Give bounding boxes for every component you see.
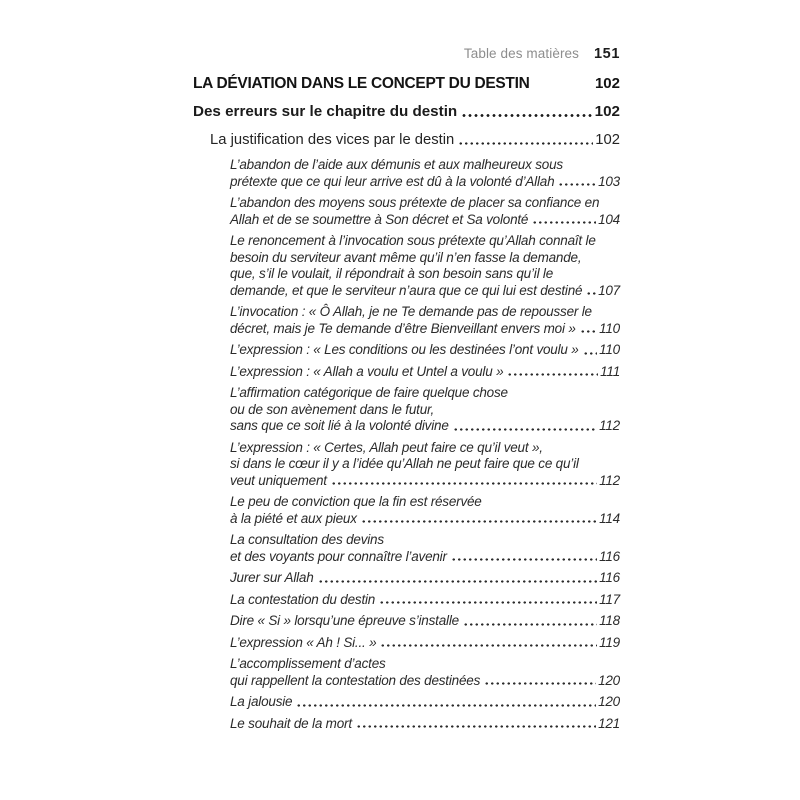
toc-page-number: 116 xyxy=(599,548,620,564)
toc-entry xyxy=(230,304,620,337)
running-header-title: Table des matières xyxy=(463,46,579,61)
toc-entry-line: besoin du serviteur avant même qu’il n’en fasse la demande, xyxy=(230,249,582,265)
toc-entry-text: demande, et que le serviteur n’aura que ce qui lui est destiné xyxy=(230,282,583,298)
dot-leader xyxy=(296,694,596,711)
toc-entry-line: La consultation des devins xyxy=(230,532,384,547)
toc-entry-text: La justification des vices par le destin xyxy=(210,132,455,148)
toc-entry xyxy=(230,233,620,299)
chapter-title: LA DÉVIATION DANS LE CONCEPT DU DESTIN xyxy=(193,75,530,92)
toc-entry-text: prétexte que ce qui leur arrive est dû à la volonté d’Allah xyxy=(230,173,555,189)
toc-entry-text: Le souhait de la mort xyxy=(230,715,352,731)
toc-page-number: 103 xyxy=(598,173,620,189)
toc-entry xyxy=(210,131,620,149)
toc-entry-last-line xyxy=(230,570,620,587)
toc-entry-last-line xyxy=(230,511,620,528)
running-header xyxy=(193,46,620,62)
dot-leader xyxy=(586,283,596,300)
dot-leader xyxy=(484,673,596,690)
dot-leader xyxy=(507,364,598,381)
toc-page-number: 116 xyxy=(599,570,620,585)
toc-entry-last-line xyxy=(230,592,620,609)
toc-entry-line: L’accomplissement d’actes xyxy=(230,656,386,671)
chapter-page-number: 102 xyxy=(594,75,620,92)
toc-entry-line: L’invocation : « Ô Allah, je ne Te demande pas de repousser le xyxy=(230,304,592,319)
toc-entry-text: qui rappellent la contestation des destinées xyxy=(230,672,481,688)
running-header-folio: 151 xyxy=(594,46,620,62)
toc-entry-line: L’abandon de l’aide aux démunis et aux malheureux sous xyxy=(230,157,563,172)
toc-page-number: 112 xyxy=(599,418,620,433)
toc-entry-last-line xyxy=(230,673,620,690)
toc-entry xyxy=(230,613,620,630)
dot-leader xyxy=(458,131,593,149)
toc-entry-text: et des voyants pour connaître l’avenir xyxy=(230,548,447,564)
toc-page-number: 121 xyxy=(598,715,620,731)
dot-leader xyxy=(331,473,597,490)
toc-entry xyxy=(230,440,620,490)
toc-entry xyxy=(230,494,620,527)
toc-page-number: 117 xyxy=(599,591,620,607)
dot-leader xyxy=(361,511,597,528)
dot-leader xyxy=(453,418,597,435)
toc-entry-text: veut uniquement xyxy=(230,472,327,488)
toc-page-number: 107 xyxy=(598,282,620,298)
toc-entry-last-line xyxy=(230,283,620,300)
toc-entry-line: L’abandon des moyens sous prétexte de placer sa confiance en xyxy=(230,195,600,210)
toc-page-number: 112 xyxy=(599,472,620,488)
toc-entry-text: L’expression : « Allah a voulu et Untel a voulu » xyxy=(230,363,504,379)
toc-page-number: 119 xyxy=(599,634,620,650)
toc-entry-last-line xyxy=(230,549,620,566)
toc-entry-last-line xyxy=(230,212,620,229)
toc-entry-last-line xyxy=(230,321,620,338)
toc-entry xyxy=(230,694,620,711)
toc-entry xyxy=(230,592,620,609)
toc-entry-last-line xyxy=(230,473,620,490)
dot-leader xyxy=(461,103,592,121)
toc-entry-last-line xyxy=(230,342,620,359)
dot-leader xyxy=(356,716,596,733)
dot-leader xyxy=(532,212,596,229)
toc-page-number: 114 xyxy=(599,510,620,526)
toc-entry xyxy=(230,157,620,190)
dot-leader xyxy=(451,549,597,566)
toc-entry-line: L’expression : « Certes, Allah peut faire ce qu’il veut », xyxy=(230,439,543,455)
toc-entry xyxy=(230,532,620,565)
toc-entry xyxy=(230,364,620,381)
dot-leader xyxy=(318,570,598,587)
toc-entry xyxy=(230,716,620,733)
toc-entry-text: Jurer sur Allah xyxy=(230,570,314,585)
toc-entry-text: sans que ce soit lié à la volonté divine xyxy=(230,418,449,433)
toc-entries xyxy=(193,103,620,732)
toc-entry-last-line xyxy=(193,103,620,121)
toc-entry-line: Le peu de conviction que la fin est réservée xyxy=(230,494,482,509)
toc-entry-last-line xyxy=(230,613,620,630)
toc-page-number: 110 xyxy=(599,320,620,336)
toc-entry xyxy=(230,342,620,359)
toc-entry xyxy=(230,195,620,228)
toc-page-number: 111 xyxy=(600,363,620,379)
toc-page-number: 102 xyxy=(594,103,620,120)
toc-entry xyxy=(230,656,620,689)
dot-leader xyxy=(580,321,597,338)
toc-entry-last-line xyxy=(230,694,620,711)
dot-leader xyxy=(558,174,596,191)
toc-entry-last-line xyxy=(230,716,620,733)
toc-entry-text: La contestation du destin xyxy=(230,591,376,607)
toc-entry-last-line xyxy=(230,635,620,652)
dot-leader xyxy=(380,635,597,652)
toc-entry-line: ou de son avènement dans le futur, xyxy=(230,401,435,417)
toc-entry-line: si dans le cœur il y a l’idée qu’Allah ne peut faire que ce qu’il xyxy=(230,456,579,471)
toc-page-number: 120 xyxy=(598,694,620,709)
toc-entry-text: Des erreurs sur le chapitre du destin xyxy=(193,103,458,120)
toc-page-number: 104 xyxy=(598,211,620,227)
toc-entry-text: Allah et de se soumettre à Son décret et Sa volonté xyxy=(230,211,529,227)
toc-page-number: 110 xyxy=(599,342,620,357)
toc-entry-line: Le renoncement à l’invocation sous prétexte qu’Allah connaît le xyxy=(230,233,596,248)
toc-entry-line: L’affirmation catégorique de faire quelque chose xyxy=(230,385,508,400)
toc-entry-text: Dire « Si » lorsqu’une épreuve s’installe xyxy=(230,613,459,628)
toc-entry-last-line xyxy=(230,418,620,435)
toc-entry xyxy=(230,385,620,435)
toc-entry-text: La jalousie xyxy=(230,694,293,709)
dot-leader xyxy=(463,613,597,630)
toc-entry-last-line xyxy=(230,364,620,381)
toc-page-number: 118 xyxy=(599,613,620,628)
toc-entry-text: L’expression « Ah ! Si... » xyxy=(230,634,377,650)
toc-entry xyxy=(230,635,620,652)
toc-entry-line: que, s’il le voulait, il répondrait à son besoin sans qu’il le xyxy=(230,266,554,281)
toc-page-number: 102 xyxy=(595,132,620,148)
toc-entry xyxy=(193,103,620,121)
toc-entry-text: L’expression : « Les conditions ou les destinées l’ont voulu » xyxy=(230,342,579,357)
toc-entry-text: à la piété et aux pieux xyxy=(230,510,357,526)
toc-entry-last-line xyxy=(210,131,620,149)
chapter-heading xyxy=(193,75,620,93)
dot-leader xyxy=(583,342,597,359)
dot-leader xyxy=(379,592,597,609)
toc-entry xyxy=(230,570,620,587)
toc-entry-last-line xyxy=(230,174,620,191)
toc-page-number: 120 xyxy=(598,672,620,688)
toc-entry-text: décret, mais je Te demande d’être Bienveillant envers moi » xyxy=(230,320,576,336)
